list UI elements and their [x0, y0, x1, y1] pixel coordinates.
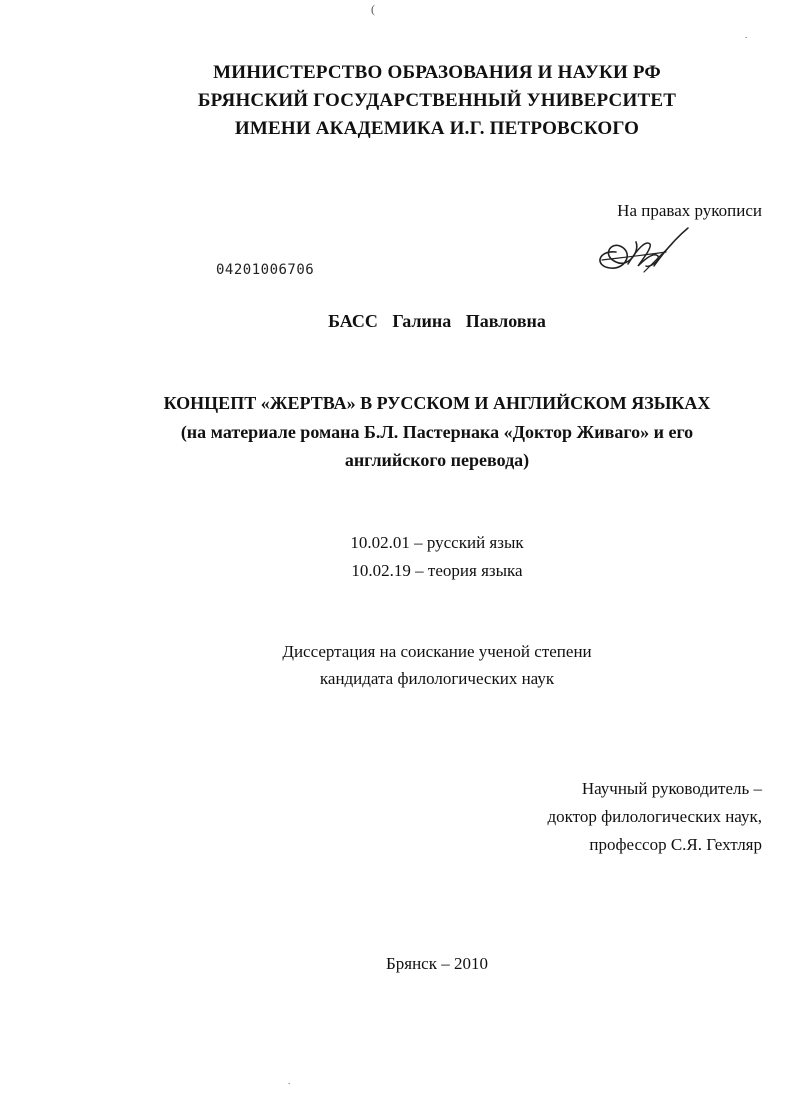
header-named-after: ИМЕНИ АКАДЕМИКА И.Г. ПЕТРОВСКОГО [234, 118, 640, 139]
signature-icon [588, 222, 698, 282]
supervisor-label: Научный руководитель – [581, 779, 762, 798]
registration-number: 04201006706 [216, 262, 315, 278]
header-university: БРЯНСКИЙ ГОСУДАРСТВЕННЫЙ УНИВЕРСИТЕТ [197, 90, 677, 111]
manuscript-rights-note: На правах рукописи [617, 201, 762, 220]
supervisor-degree: доктор филологических наук, [547, 807, 762, 826]
specialty-code-1: 10.02.01 – русский язык [350, 533, 524, 552]
scan-mark-bottom: . [288, 1076, 291, 1086]
dissertation-subtitle-line2: английского перевода) [344, 450, 530, 470]
header-ministry: МИНИСТЕРСТВО ОБРАЗОВАНИЯ И НАУКИ РФ [213, 62, 661, 83]
degree-line-1: Диссертация на соискание ученой степени [282, 642, 592, 661]
scan-mark-top: ( [371, 2, 375, 16]
specialty-code-2: 10.02.19 – теория языка [351, 561, 523, 580]
supervisor-name: профессор С.Я. Гехтляр [589, 835, 762, 854]
place-and-year: Брянск – 2010 [386, 954, 488, 973]
author-name: БАСС Галина Павловна [328, 311, 546, 331]
degree-line-2: кандидата филологических наук [319, 669, 555, 688]
scan-mark-top-right: . [745, 30, 748, 40]
dissertation-subtitle-line1: (на материале романа Б.Л. Пастернака «Доктор Живаго» и его [180, 422, 694, 442]
dissertation-title: КОНЦЕПТ «ЖЕРТВА» В РУССКОМ И АНГЛИЙСКОМ ЯЗЫКАХ [163, 393, 711, 413]
